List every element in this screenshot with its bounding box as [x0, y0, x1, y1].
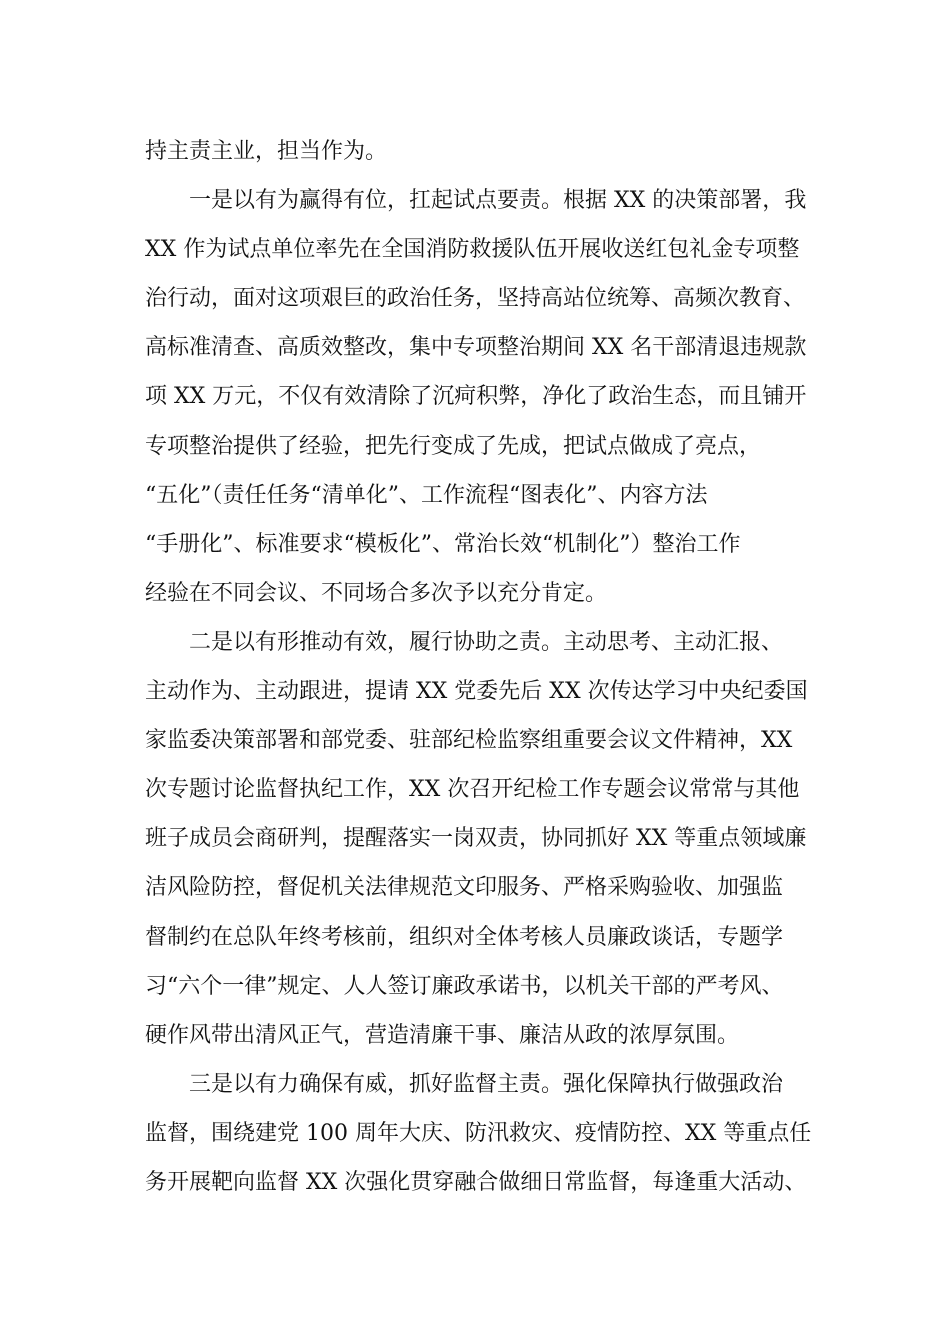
text-line: 务开展靶向监督 XX 次强化贯穿融合做细日常监督，每逢重大活动、: [145, 1169, 807, 1195]
text-line: 督制约在总队年终考核前，组织对全体考核人员廉政谈话，专题学: [145, 924, 784, 950]
text-line: 三是以有力确保有威，抓好监督主责。强化保障执行做强政治: [189, 1071, 784, 1097]
text-line: 经验在不同会议、不同场合多次予以充分肯定。: [145, 580, 608, 606]
text-line: 习“六个一律”规定、人人签订廉政承诺书，以机关干部的严考风、: [145, 973, 784, 999]
text-line: 高标准清查、高质效整改，集中专项整治期间 XX 名干部清退违规款: [145, 335, 807, 361]
document-body: [145, 127, 835, 1207]
text-line: 持主责主业，担当作为。: [145, 139, 388, 164]
text-line: 硬作风带出清风正气，营造清廉干事、廉洁从政的浓厚氛围。: [145, 1022, 740, 1048]
text-line: 二是以有形推动有效，履行协助之责。主动思考、主动汇报、: [189, 629, 784, 655]
text-line: 项 XX 万元，不仅有效清除了沉疴积弊，净化了政治生态，而且铺开: [145, 384, 807, 410]
text-line: 主动作为、主动跟进，提请 XX 党委先后 XX 次传达学习中央纪委国: [145, 679, 808, 705]
text-line: 家监委决策部署和部党委、驻部纪检监察组重要会议文件精神，XX: [145, 728, 793, 754]
text-line: 次专题讨论监督执纪工作，XX 次召开纪检工作专题会议常常与其他: [145, 777, 800, 803]
text-line: 专项整治提供了经验，把先行变成了先成，把试点做成了亮点，: [145, 433, 762, 459]
text-line: 一是以有为赢得有位，扛起试点要责。根据 XX 的决策部署，我: [189, 188, 807, 214]
text-line: 洁风险防控，督促机关法律规范文印服务、严格采购验收、加强监: [145, 875, 784, 901]
text-line: 班子成员会商研判，提醒落实一岗双责，协同抓好 XX 等重点领域廉: [145, 826, 807, 852]
text-line: “手册化”、标准要求“模板化”、常治长效“机制化”）整治工作: [145, 531, 741, 557]
text-line: “五化”（责任任务“清单化”、工作流程“图表化”、内容方法: [145, 482, 708, 508]
text-line: XX 作为试点单位率先在全国消防救援队伍开展收送红包礼金专项整: [145, 237, 800, 263]
text-line: 监督，围绕建党 100 周年大庆、防汛救灾、疫情防控、XX 等重点任: [145, 1120, 812, 1146]
text-line: 治行动，面对这项艰巨的政治任务，坚持高站位统筹、高频次教育、: [145, 286, 806, 312]
